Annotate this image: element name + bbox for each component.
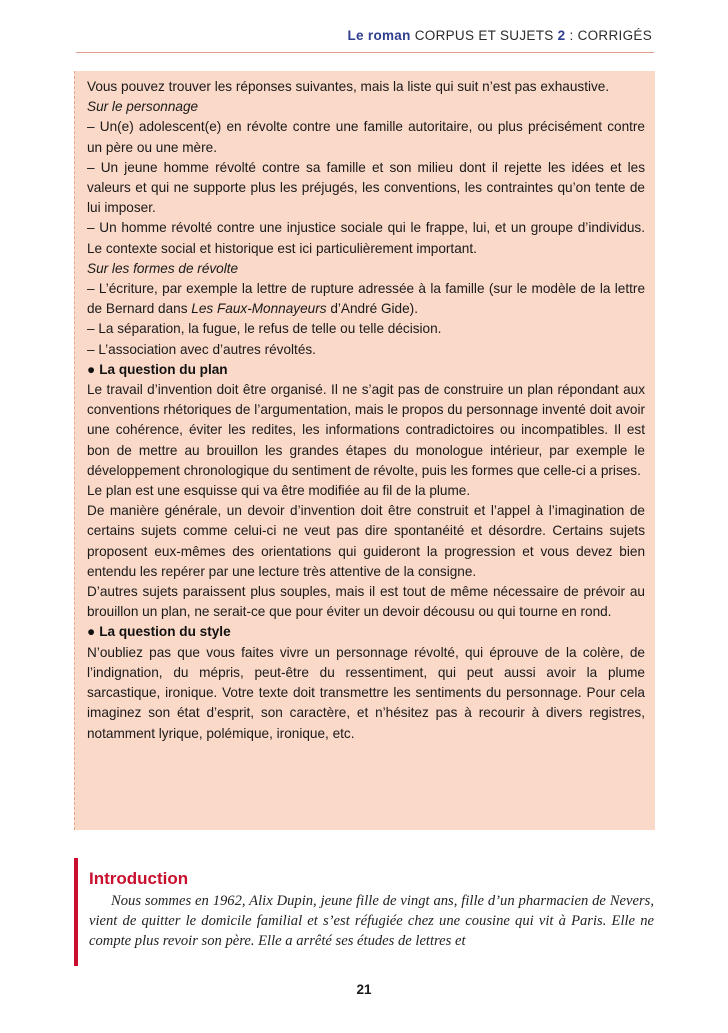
box-intro: Vous pouvez trouver les réponses suivantes, mais la liste qui suit n’est pas exhaustive. [87, 79, 610, 94]
plan-paragraph: D’autres sujets paraissent plus souples, mais il est tout de même nécessaire de prévoir au brouillon un plan, ne serait-ce que pour éviter un devoir décousu ou qui tourne en rond. [87, 584, 645, 620]
personnage-item: – Un jeune homme révolté contre sa famille et son milieu dont il rejette les idées et les valeurs et qui ne supporte plus les préjugés, les conventions, les contraintes qu’on tente de lui imposer. [87, 159, 645, 216]
formes-item: – La séparation, la fugue, le refus de telle ou telle décision. [87, 321, 442, 337]
header-suffix: : CORRIGÉS [569, 28, 652, 43]
personnage-heading: Sur le personnage [87, 99, 199, 115]
introduction-accent-bar [74, 858, 78, 966]
style-paragraph: N’oubliez pas que vous faites vivre un personnage révolté, qui éprouve de la colère, de l’indignation, du mépris, peut-être du ressentiment, qui peut aussi avoir la plume sarcastique, ironique. Votre texte doit transmettre les sentiments du personnage. Pour cela imaginez son état d’esprit, son caractère, et n’hésitez pas à recourir à divers registres, notamment lyrique, polémique, ironique, etc. [87, 644, 645, 741]
plan-paragraph: Le plan est une esquisse qui va être modifiée au fil de la plume. [87, 483, 471, 499]
plan-paragraph: De manière générale, un devoir d’invention doit être construit et l’appel à l’imagination de certains sujets comme celui-ci ne veut pas dire spontanéité et désordre. Certains sujets proposent eux-mêmes des orientations qui guideront la progression et vous devez bien entendu les repérer par une lecture très attentive de la consigne. [87, 503, 645, 579]
formes-item-text: – L’écriture, par exemple la lettre de rupture adressée à la famille (sur le modèle de la lettre de Bernard dans [87, 281, 645, 317]
bullet-icon: ● [87, 624, 96, 640]
style-heading: La question du style [99, 624, 231, 640]
personnage-item: – Un(e) adolescent(e) en révolte contre une famille autoritaire, ou plus précisément contre un père ou une mère. [87, 119, 645, 155]
plan-paragraph: Le travail d’invention doit être organisé. Il ne s’agit pas de construire un plan répondant aux conventions rhétoriques de l’argumentation, mais le propos du personnage inventé doit avoir une cohérence, éviter les redites, les informations contradictoires ou incompatibles. Il est bon de mettre au brouillon les grandes étapes du monologue intérieur, par exemple le développement chronologique du sentiment de révolte, puis les formes que celle-ci a prises. [87, 382, 645, 478]
page-number: 21 [356, 982, 372, 997]
personnage-item: – Un homme révolté contre une injustice sociale qui le frappe, lui, et un groupe d’individus. Le contexte social et historique est ici particulièrement important. [87, 220, 645, 256]
book-title: Les Faux-Monnayeurs [191, 301, 327, 317]
introduction-text [89, 891, 654, 951]
header-number: 2 [557, 28, 566, 43]
header-section: Le roman [347, 28, 411, 43]
introduction-paragraph: Nous sommes en 1962, Alix Dupin, jeune fille de vingt ans, fille d’un pharmacien de Nevers, vient de quitter le domicile familial et s’est réfugiée chez une cousine qui vit à Paris. Elle ne compte plus revoir son père. Elle a arrêté ses études de lettres et [89, 893, 654, 949]
header-chapter: CORPUS ET SUJETS [414, 28, 554, 43]
formes-item [87, 279, 645, 319]
header-divider [76, 52, 654, 53]
running-header [347, 28, 652, 43]
answer-box [74, 71, 655, 830]
style-heading-row [87, 622, 645, 642]
formes-item: – L’association avec d’autres révoltés. [87, 341, 316, 357]
introduction-title: Introduction [89, 869, 189, 888]
bullet-icon: ● [87, 361, 96, 377]
formes-item-text: d’André Gide). [326, 301, 418, 317]
plan-heading: La question du plan [99, 361, 228, 377]
formes-heading: Sur les formes de révolte [87, 260, 239, 276]
plan-heading-row [87, 360, 645, 380]
